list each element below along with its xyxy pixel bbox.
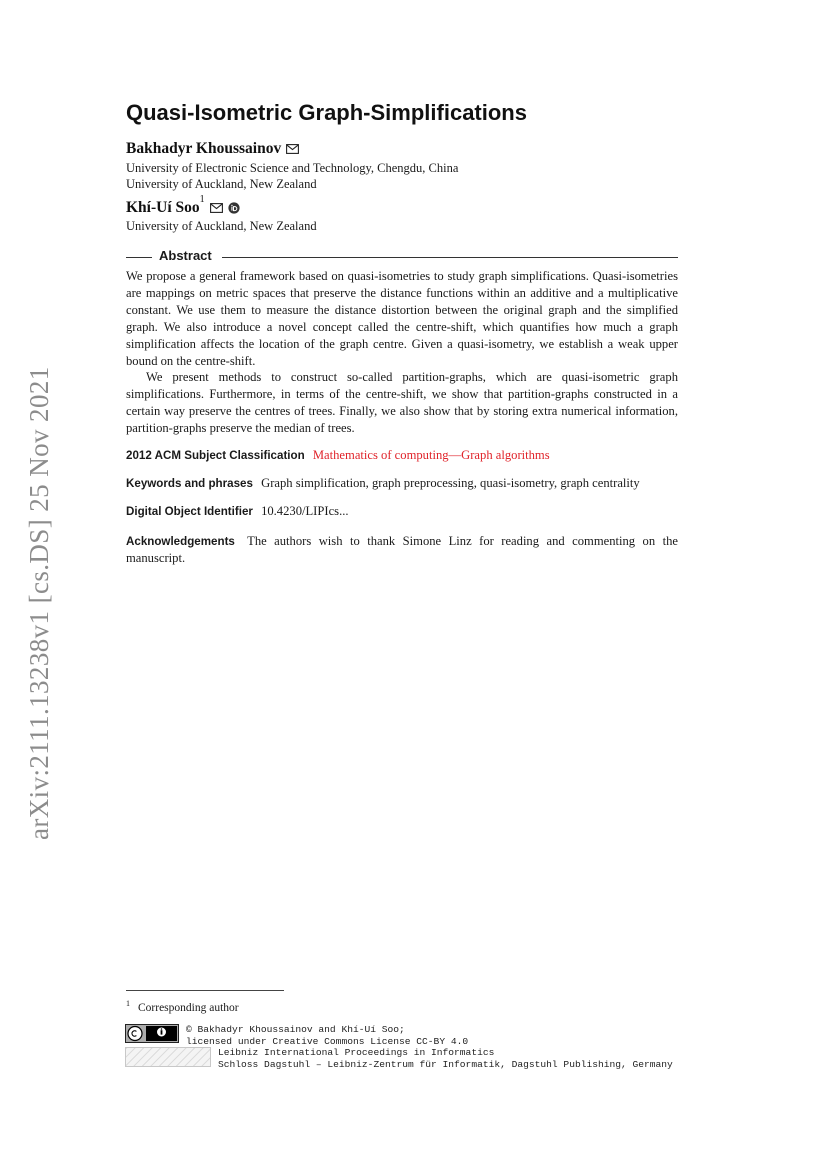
acm-classification bbox=[126, 447, 678, 464]
orcid-icon[interactable] bbox=[228, 202, 240, 214]
lipics-logo bbox=[125, 1047, 211, 1067]
author-2 bbox=[126, 194, 240, 217]
acknowledgements bbox=[126, 533, 678, 567]
footnote-rule bbox=[126, 990, 284, 991]
rule bbox=[222, 257, 678, 258]
author-name: Bakhadyr Khoussainov bbox=[126, 140, 282, 157]
acm-link[interactable]: Mathematics of computing—Graph algorithms bbox=[312, 448, 550, 462]
author-1 bbox=[126, 140, 299, 158]
abstract-heading bbox=[126, 248, 678, 266]
license-line: licensed under Creative Commons License CC-BY 4.0 bbox=[186, 1035, 469, 1047]
envelope-icon[interactable] bbox=[210, 203, 223, 213]
abstract-label: Abstract bbox=[159, 248, 212, 263]
keywords-value: Graph simplification, graph preprocessing, quasi-isometry, graph centrality bbox=[261, 476, 640, 490]
author-1-affiliation: University of Auckland, New Zealand bbox=[126, 177, 317, 191]
publisher-text bbox=[218, 1047, 673, 1070]
cc-by-license-badge[interactable] bbox=[125, 1024, 179, 1043]
keywords bbox=[126, 475, 678, 492]
author-name: Khí-Uí Soo$^1$ bbox=[126, 194, 205, 217]
keywords-label: Keywords and phrases bbox=[126, 477, 253, 490]
footnote-text: Corresponding author bbox=[138, 1001, 239, 1014]
footnote-mark: 1 bbox=[126, 999, 130, 1008]
doi bbox=[126, 503, 678, 520]
envelope-icon[interactable] bbox=[286, 144, 299, 154]
cc-by-icon bbox=[126, 1025, 178, 1042]
footnote bbox=[126, 999, 239, 1014]
arxiv-stamp: arXiv:2111.13238v1 [cs.DS] 25 Nov 2021 bbox=[24, 366, 54, 840]
publisher-line: Schloss Dagstuhl – Leibniz-Zentrum für Informatik, Dagstuhl Publishing, Germany bbox=[218, 1058, 673, 1070]
abstract-paragraph: We propose a general framework based on quasi-isometries to study graph simplifications. Quasi-isometries are mappings on metric spaces that preserve the distance functions within an additive and a multiplicative constant. We use them to measure the distance distortion between the original graph and the simplified graph. We also introduce a novel concept called the centre-shift, which quantifies how much a graph simplification affects the location of the graph centre. Given a quasi-isometry, we establish a weak upper bound on the centre-shift. bbox=[126, 269, 678, 368]
rule bbox=[126, 257, 152, 258]
doi-value: 10.4230/LIPIcs... bbox=[261, 504, 349, 518]
ack-label: Acknowledgements bbox=[126, 535, 235, 548]
acm-label: 2012 ACM Subject Classification bbox=[126, 449, 305, 462]
publisher-line: Leibniz International Proceedings in Informatics bbox=[218, 1047, 495, 1058]
abstract-paragraph: We present methods to construct so-called partition-graphs, which are quasi-isometric graph simplifications. Furthermore, in terms of the centre-shift, we show that partition-graphs constructed in a certain way preserve the centres of trees. Finally, we also show that by storing extra numerical information, partition-graphs preserve the median of trees. bbox=[126, 370, 678, 435]
license-text bbox=[186, 1024, 468, 1047]
footnote-marker: 1 bbox=[199, 194, 205, 205]
doi-label: Digital Object Identifier bbox=[126, 505, 253, 518]
author-2-affiliation: University of Auckland, New Zealand bbox=[126, 219, 317, 233]
author-1-affiliation: University of Electronic Science and Technology, Chengdu, China bbox=[126, 161, 459, 175]
paper-title: Quasi-Isometric Graph-Simplifications bbox=[126, 100, 527, 125]
ack-value: The authors wish to thank Simone Linz for reading and commenting on the manuscript. bbox=[126, 534, 678, 565]
license-line: © Bakhadyr Khoussainov and Khí-Uí Soo; bbox=[186, 1024, 405, 1035]
